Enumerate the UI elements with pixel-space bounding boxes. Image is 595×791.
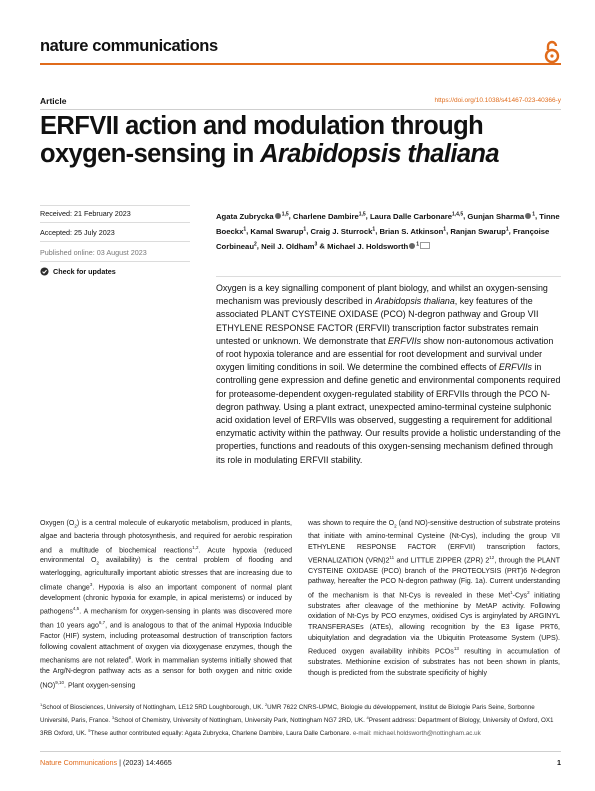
author-affiliation: 1 (243, 225, 247, 232)
title-text: ERFVII action and modulation through oxygen-sensing in (40, 112, 484, 168)
author-affiliation: 1 (303, 225, 307, 232)
text-run: 2 (96, 560, 100, 566)
article-title (40, 112, 560, 168)
text-run: 2 (527, 590, 530, 596)
author-name: Agata Zubrycka (216, 211, 274, 221)
header-divider (40, 109, 561, 110)
author-separator: & (317, 241, 328, 251)
text-run: resulting in accumulation of substrates. Methionine excision of substrates has not been shown in plants, though is predicted from the substrate specificity of highly (308, 648, 560, 677)
text-run: , key features of the associated PLANT CYSTEINE OXIDASE (PCO) N-degron pathway and Group VII ETHYLENE RESPONSE FACTOR (ERFVII) transcription factor substrates remain untested or unknown. We demonstrate that (216, 296, 539, 346)
text-run: 1 (510, 590, 513, 596)
page-number: 1 (557, 758, 561, 767)
orcid-icon[interactable] (409, 243, 415, 249)
author-separator: , (446, 226, 451, 236)
text-run: 1 (40, 702, 43, 707)
text-run: . Plant oxygen-sensing (64, 681, 136, 689)
text-run: (and NO)-sensitive destruction of substrate proteins that initiate with amino-terminal Cysteine (Nt-Cys), including the group VII ETHYLENE RESPONSE FACTOR (ERFVII) transcription factors, VERNALIZATION (VRN)2 (308, 520, 561, 565)
check-for-updates-button[interactable] (40, 267, 116, 276)
author[interactable] (467, 212, 535, 221)
text-run: School of Chemistry, University of Nottingham, University Park, Nottingham NG7 2RD, UK. (114, 717, 367, 725)
author-separator: , (375, 226, 380, 236)
author-separator: , (246, 226, 251, 236)
text-run: ) is a central molecule of eukaryotic metabolism, produced in plants, algae and bacteria through photosynthesis, and required for aerobic respiration and a multitude of biochemical reactions (40, 520, 292, 554)
email-link[interactable]: e-mail: michael.holdsworth@nottingham.ac.uk (352, 730, 481, 738)
orcid-icon[interactable] (275, 213, 281, 219)
author-affiliation: 3 (314, 240, 318, 247)
author[interactable] (250, 227, 306, 236)
author-separator: , (365, 211, 370, 221)
text-run: 13 (453, 646, 459, 652)
author-name: Neil J. Oldham (261, 241, 315, 251)
author-name: Kamal Swarup (250, 226, 304, 236)
text-run: UMR 7622 CNRS-UPMC, Biologie du développement, Institut de Biologie Paris Seine, Sorbonne Université, Paris, France. (40, 704, 535, 725)
text-run: 11 (389, 555, 395, 561)
author[interactable] (310, 227, 375, 236)
author-separator: , (508, 226, 513, 236)
article-type: Article (40, 96, 67, 106)
text-run: . A mechanism for oxygen-sensing in plants was discovered more than 10 years ago (40, 608, 292, 630)
author[interactable] (327, 242, 430, 251)
meta-divider (40, 241, 190, 242)
author-affiliation: 1,5 (358, 211, 366, 217)
author-separator: , (256, 241, 262, 251)
footer-rule (40, 751, 561, 752)
text-run: , and is analogous to that of the animal Hypoxia Inducible Factor (HIF) system, including proteasomal destruction of transcription factors following covalent attachment of oxygen via dioxygenase enzymes, though the mechanisms are not related (40, 622, 293, 665)
author[interactable] (370, 212, 463, 221)
author[interactable] (293, 212, 366, 221)
body-column-left (40, 519, 292, 692)
author-affiliation: 1,5 (281, 211, 289, 217)
received-date: Received: 21 February 2023 (40, 209, 131, 218)
text-run: , through the PLANT CYSTEINE OXIDASE (PCO) branch of the PROTEOLYSIS (PRT)6 N-degron pathway, hereafter the PCO N-degron pathway (Fig. 1a). Current understanding of the mechanism is that Nt-Cys is revealed in these Met (308, 557, 560, 600)
check-for-updates-icon (40, 267, 49, 276)
text-run: show non-autonomous activation of root hypoxia tolerance and are essential for root development and survival under oxygen limiting conditions in soil. We determine the combined effects of (216, 335, 554, 373)
author-affiliation: 1 (416, 240, 420, 247)
author-separator: , (306, 226, 311, 236)
author[interactable] (261, 242, 317, 251)
footer-journal[interactable]: Nature Communications (40, 758, 118, 767)
text-run: 4 (366, 714, 369, 720)
text-run: 1,2 (192, 544, 199, 550)
published-date: Published online: 03 August 2023 (40, 248, 147, 257)
text-run: 5 (88, 727, 91, 733)
orcid-icon[interactable] (525, 213, 531, 219)
author-affiliation: 1 (443, 225, 447, 232)
header-rule (40, 63, 561, 65)
check-for-updates-label: Check for updates (53, 267, 116, 276)
author-name: Tinne Boeckx (216, 211, 560, 236)
text-run: Oxygen (O (40, 520, 75, 527)
author-name: Françoise Corbineau (216, 226, 550, 251)
open-access-icon[interactable] (543, 40, 561, 64)
author-name: Michael J. Holdsworth (327, 241, 409, 251)
author-name: Laura Dalle Carbonare (369, 211, 452, 221)
mail-icon[interactable] (420, 242, 430, 249)
author[interactable] (379, 227, 446, 236)
accepted-date: Accepted: 25 July 2023 (40, 228, 115, 237)
author[interactable] (216, 212, 289, 221)
text-run: . Acute hypoxia (reduced environmental O (40, 546, 292, 565)
author[interactable] (450, 227, 508, 236)
abstract-divider (216, 276, 561, 277)
text-run: 9,10 (55, 679, 65, 685)
text-run: Arabidopsis thaliana (374, 296, 455, 307)
text-run: availability) is the central problem of flooding and waterlogging, agriculturally important abiotic stresses that are increasing due to climate change (40, 557, 292, 592)
text-run: These author contributed equally: Agata Zubrycka, Charlene Dambire, Laura Dalle Carbonare. (90, 730, 353, 738)
body-column-right (308, 519, 560, 679)
text-run: 2 (264, 702, 268, 707)
text-run: ERFVIIs (388, 335, 422, 346)
title-species: Arabidopsis thaliana (260, 140, 499, 168)
author-name: Charlene Dambire (292, 211, 359, 221)
text-run: 3 (111, 714, 115, 720)
author-name: Craig J. Sturrock (310, 226, 373, 236)
text-run: Present address: Department of Biology, University of Oxford, OX1 3RB Oxford, UK. (40, 717, 554, 738)
affiliations-footnote (40, 700, 561, 739)
text-run: initiating substrates after cleavage of the methionine by MetAP activity. Following oxidation of Nt-Cys by PCO enzymes, oxidised Cys is arginylated by ARGINYL TRANSFERASEs (ATEs), allowing recognition by the E3 ligase PRT6, ubiquitylation and degradation via the Ubiquitin Proteasome System (UPS). Reduced oxygen availability inhibits PCOs (308, 592, 560, 656)
text-run: 12 (489, 555, 495, 561)
author-separator: , (288, 211, 293, 221)
text-run: . Hypoxia is also an important component of normal plant development (chronic hypoxia for example, in apical meristems) or induced by pathogens (40, 584, 292, 616)
text-run: was shown to require the O (308, 520, 395, 527)
author-separator: , (463, 211, 468, 221)
doi-link[interactable]: https://doi.org/10.1038/s41467-023-40366-y (434, 97, 561, 104)
meta-divider (40, 222, 190, 223)
author-affiliation: 1 (532, 211, 535, 217)
text-run: 3 (89, 581, 93, 587)
text-run: 2 (74, 523, 77, 529)
author-affiliation: 1 (372, 225, 376, 232)
text-run: in controlling gene expression and define genetic and environmental components required for proteasome-dependent oxygen-regulated stability of ERFVIIs through the PCO N-degron pathway. Using a plant extract, unexpected amino-terminal cysteine sulphonic acid oxidation level of ERFVIIs was observed, suggesting a requirement for additional enzymatic activity within the pathway. Our results provide a holistic understanding of the properties, functions and readouts of this oxygen-sensing mechanism defined through its role in modulating ERFVII stability. (216, 362, 561, 465)
text-run: 8 (128, 655, 132, 661)
text-run: ERFVIIs (498, 362, 532, 373)
footer-citation (40, 758, 172, 767)
abstract (216, 282, 561, 467)
text-run: 4,5 (72, 606, 80, 612)
text-run: -Cys (512, 592, 528, 600)
footer-volume: | (2023) 14:4665 (117, 758, 172, 767)
author-list (216, 208, 561, 253)
journal-name[interactable]: nature communications (40, 37, 218, 55)
author-separator: , (535, 211, 540, 221)
text-run: School of Biosciences, University of Nottingham, LE12 5RD Loughborough, UK. (42, 704, 265, 712)
author-affiliation: 1 (505, 225, 509, 232)
text-run: and LITTLE ZIPPER (ZPR) 2 (394, 557, 490, 565)
text-run: 6,7 (98, 620, 106, 626)
author-name: Gunjan Sharma (467, 211, 525, 221)
text-run: 2 (394, 523, 397, 529)
text-run: Oxygen is a key signalling component of plant biology, and whilst an oxygen-sensing mechanism was previously described in (216, 283, 548, 307)
author-affiliation: 2 (254, 240, 257, 247)
meta-divider (40, 261, 190, 262)
author-affiliation: 1,4,5 (451, 211, 464, 217)
text-run: . Work in mammalian systems initially showed that the Arg/N-degron pathway acts as a sensor for both oxygen and nitric oxide (NO) (40, 657, 292, 689)
author-name: Ranjan Swarup (450, 226, 506, 236)
author-name: Brian S. Atkinson (379, 226, 444, 236)
meta-divider (40, 205, 190, 206)
